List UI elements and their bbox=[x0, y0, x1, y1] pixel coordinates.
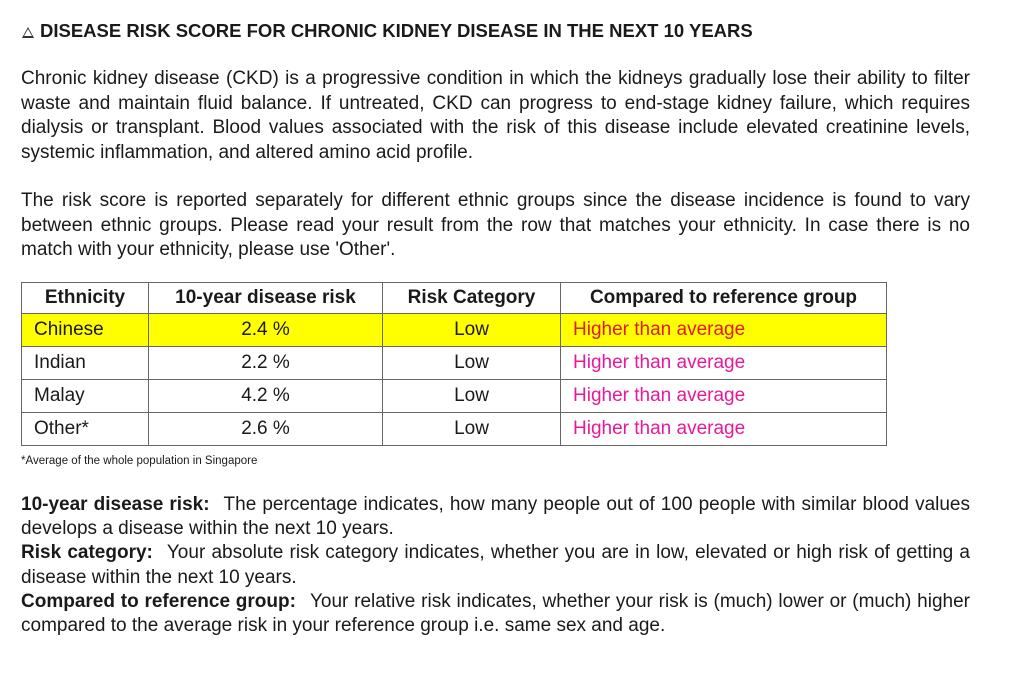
header-risk-category: Risk Category bbox=[383, 283, 561, 314]
ethnicity-cell: Other* bbox=[22, 413, 149, 446]
definition-term-compared: Compared to reference group: bbox=[21, 590, 296, 612]
definition-text-risk: The percentage indicates, how many people out of 100 people with similar blood values develops a disease within the next 10 years. bbox=[21, 494, 970, 540]
report-title-text: DISEASE RISK SCORE FOR CHRONIC KIDNEY DISEASE IN THE NEXT 10 YEARS bbox=[40, 20, 753, 41]
category-cell: Low bbox=[383, 413, 561, 446]
table-row bbox=[22, 314, 887, 347]
header-compared: Compared to reference group bbox=[561, 283, 887, 314]
header-ethnicity: Ethnicity bbox=[22, 283, 149, 314]
definition-term-category: Risk category: bbox=[21, 542, 153, 564]
header-disease-risk: 10-year disease risk bbox=[149, 283, 383, 314]
definitions bbox=[21, 493, 970, 638]
intro-paragraph: Chronic kidney disease (CKD) is a progressive condition in which the kidneys gradually lose their ability to filter waste and maintain fluid balance. If untreated, CKD can progress to end-stage kidney failure, which requires dialysis or transplant. Blood values associated with the risk of this disease include elevated creatinine levels, systemic inflammation, and altered amino acid profile. bbox=[21, 68, 970, 163]
compared-cell: Higher than average bbox=[561, 314, 887, 347]
warning-triangle-icon bbox=[22, 27, 34, 38]
compared-cell: Higher than average bbox=[561, 380, 887, 413]
category-cell: Low bbox=[383, 380, 561, 413]
ethnicity-cell: Indian bbox=[22, 347, 149, 380]
instructions-paragraph: The risk score is reported separately for different ethnic groups since the disease incidence is found to vary between ethnic groups. Please read your result from the row that matches your ethnicity. In case there is no match with your ethnicity, please use 'Other'. bbox=[21, 190, 970, 260]
table-row bbox=[22, 380, 887, 413]
ethnicity-cell: Malay bbox=[22, 380, 149, 413]
risk-cell: 4.2 % bbox=[149, 380, 383, 413]
compared-cell: Higher than average bbox=[561, 413, 887, 446]
ethnicity-cell: Chinese bbox=[22, 314, 149, 347]
report-title bbox=[22, 20, 753, 42]
risk-cell: 2.6 % bbox=[149, 413, 383, 446]
risk-cell: 2.4 % bbox=[149, 314, 383, 347]
risk-cell: 2.2 % bbox=[149, 347, 383, 380]
table-row bbox=[22, 413, 887, 446]
category-cell: Low bbox=[383, 314, 561, 347]
table-row bbox=[22, 347, 887, 380]
table-header-row bbox=[22, 283, 887, 314]
category-cell: Low bbox=[383, 347, 561, 380]
definition-text-compared: Your relative risk indicates, whether your risk is (much) lower or (much) higher compared to the average risk in your reference group i.e. same sex and age. bbox=[21, 590, 970, 637]
definition-text-category: Your absolute risk category indicates, whether you are in low, elevated or high risk of getting a disease within the next 10 years. bbox=[21, 542, 970, 588]
definition-term-risk: 10-year disease risk: bbox=[21, 494, 210, 515]
risk-table bbox=[21, 282, 887, 446]
footnote: *Average of the whole population in Singapore bbox=[21, 455, 258, 467]
compared-cell: Higher than average bbox=[561, 347, 887, 380]
